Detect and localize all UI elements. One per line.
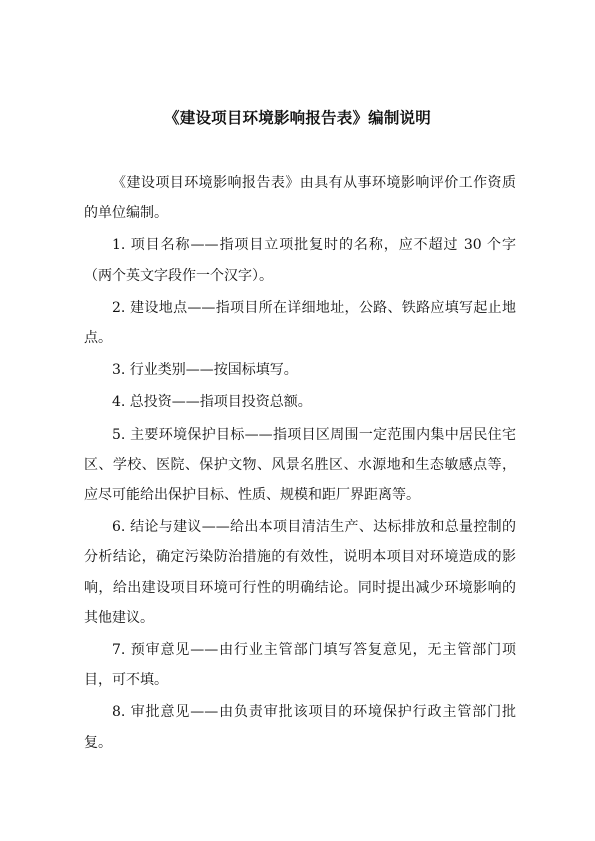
paragraph-item-3: 3. 行业类别——按国标填写。 <box>112 362 298 379</box>
paragraph-item-2: 2. 建设地点——指项目所在详细地址，公路、铁路应填写起止地点。 <box>84 299 516 347</box>
paragraph-intro: 《建设项目环境影响报告表》由具有从事环境影响评价工作资质的单位编制。 <box>84 175 516 222</box>
paragraph-item-1: 1. 项目名称——指项目立项批复时的名称，应不超过 30 个字（两个英文字段作一个汉字）。 <box>84 237 516 284</box>
document-title: 《建设项目环境影响报告表》编制说明 <box>164 109 431 127</box>
paragraph-item-7: 7. 预审意见——由行业主管部门填写答复意见，无主管部门项目，可不填。 <box>84 642 516 689</box>
paragraph-item-4: 4. 总投资——指项目投资总额。 <box>112 394 312 411</box>
paragraph-item-8: 8. 审批意见——由负责审批该项目的环境保护行政主管部门批复。 <box>84 704 516 751</box>
paragraph-item-5: 5. 主要环境保护目标——指项目区周围一定范围内集中居民住宅区、学校、医院、保护文物、风景名胜区、水源地和生态敏感点等，应尽可能给出保护目标、性质、规模和距厂界距离等。 <box>84 426 516 504</box>
document-body <box>84 168 516 758</box>
paragraph-item-6: 6. 结论与建议——给出本项目清洁生产、达标排放和总量控制的分析结论，确定污染防治措施的有效性，说明本项目对环境造成的影响，给出建设项目环境可行性的明确结论。同时提出减少环境影响的其他建议。 <box>84 519 516 626</box>
